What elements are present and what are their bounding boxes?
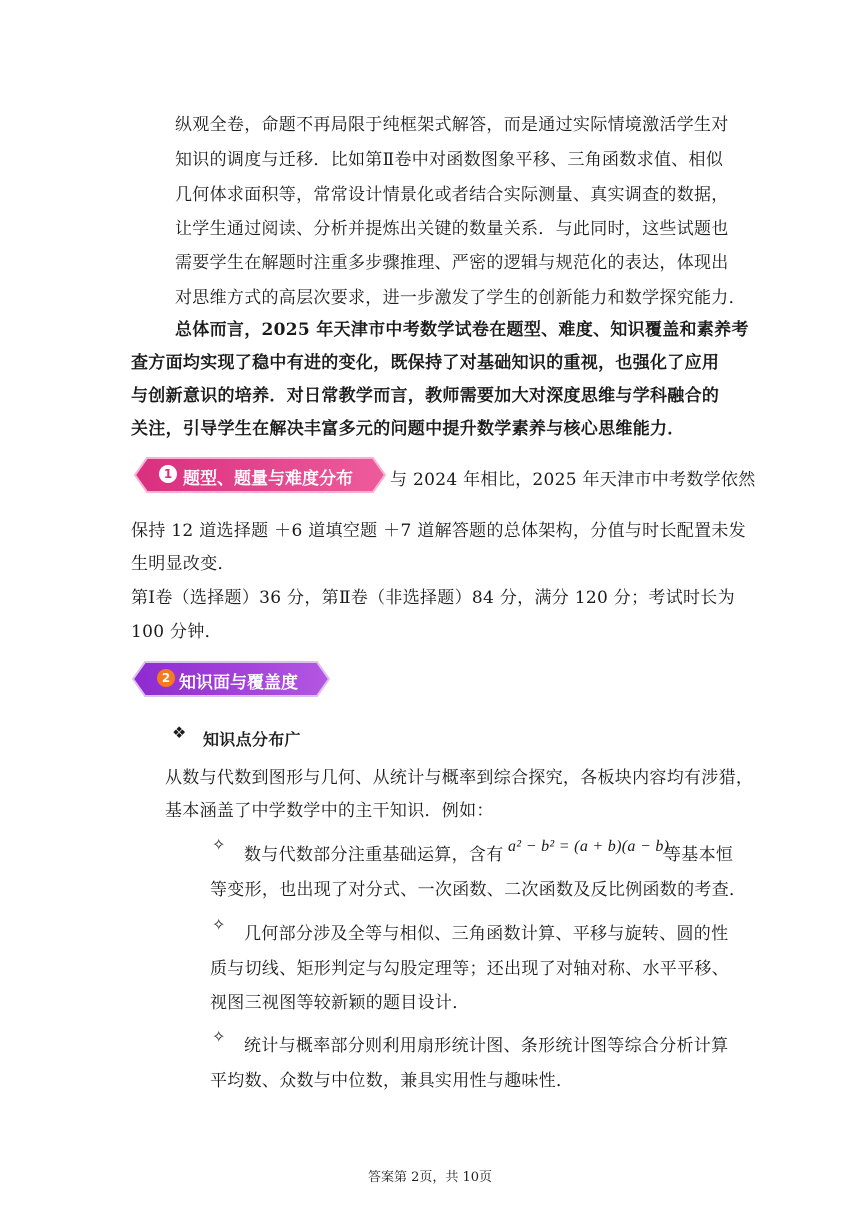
paragraph-line: 纵观全卷，命题不再局限于纯框架式解答，而是通过实际情境激活学生对 bbox=[175, 115, 729, 135]
paragraph-line: 对思维方式的高层次要求，进一步激发了学生的创新能力和数学探究能力． bbox=[175, 288, 746, 308]
item-1-text-after: 等基本恒 bbox=[664, 845, 734, 865]
section-1-line: 保持 12 道选择题 ＋6 道填空题 ＋7 道解答题的总体架构，分值与时长配置未发 bbox=[131, 521, 746, 541]
item-1-line-2: 等变形，也出现了对分式、一次函数、二次函数及反比例函数的考查． bbox=[210, 880, 747, 900]
four-point-star-icon: ✧ bbox=[212, 915, 226, 934]
paragraph-line: 让学生通过阅读、分析并提炼出关键的数量关系．与此同时，这些试题也 bbox=[175, 219, 729, 239]
item-2-line-2: 质与切线、矩形判定与勾股定理等；还出现了对轴对称、水平平移、 bbox=[210, 959, 729, 979]
paragraph-line: 知识的调度与迁移．比如第Ⅱ卷中对函数图象平移、三角函数求值、相似 bbox=[175, 150, 724, 170]
paragraph-line: 几何体求面积等，常常设计情景化或者结合实际测量、真实调查的数据， bbox=[175, 185, 729, 205]
intro-line: 从数与代数到图形与几何、从统计与概率到综合探究，各板块内容均有涉猎， bbox=[165, 768, 754, 788]
paragraph-line: 需要学生在解题时注重多步骤推理、严密的逻辑与规范化的表达，体现出 bbox=[175, 253, 729, 273]
item-2-line-3: 视图三视图等较新颖的题目设计． bbox=[210, 993, 470, 1013]
paragraph-line: 总体而言，2025 年天津市中考数学试卷在题型、难度、知识覆盖和素养考 bbox=[175, 320, 749, 340]
section-1-line: 第Ⅰ卷（选择题）36 分，第Ⅱ卷（非选择题）84 分，满分 120 分；考试时长为 bbox=[131, 588, 735, 608]
paragraph-line: 查方面均实现了稳中有进的变化，既保持了对基础知识的重视，也强化了应用 bbox=[131, 353, 720, 373]
paragraph-line: 与创新意识的培养．对日常教学而言，教师需要加大对深度思维与学科融合的 bbox=[131, 386, 720, 406]
subsection-title: 知识点分布广 bbox=[203, 730, 301, 749]
section-1-line: 100 分钟． bbox=[131, 622, 222, 642]
diamond-four-icon: ❖ bbox=[172, 723, 187, 742]
four-point-star-icon: ✧ bbox=[212, 835, 226, 854]
paragraph-line: 关注，引导学生在解决丰富多元的问题中提升数学素养与核心思维能力． bbox=[131, 419, 685, 439]
item-2-line-1: 几何部分涉及全等与相似、三角函数计算、平移与旋转、圆的性 bbox=[244, 924, 729, 944]
page-footer: 答案第 2页，共 10页 bbox=[367, 1170, 493, 1185]
section-2-number: 2 bbox=[157, 669, 175, 687]
section-2-banner bbox=[131, 660, 331, 698]
four-point-star-icon: ✧ bbox=[212, 1027, 226, 1046]
section-1-number: 1 bbox=[159, 465, 177, 483]
intro-line: 基本涵盖了中学数学中的主干知识．例如： bbox=[165, 801, 494, 821]
section-1-line: 生明显改变． bbox=[131, 554, 235, 574]
item-1-formula: a² − b² = (a + b)(a − b) bbox=[508, 838, 670, 855]
item-1-text-before: 数与代数部分注重基础运算，含有 bbox=[244, 845, 504, 865]
item-3-line-1: 统计与概率部分则利用扇形统计图、条形统计图等综合分析计算 bbox=[244, 1036, 729, 1056]
section-1-banner bbox=[133, 456, 387, 494]
section-1-title: 题型、题量与难度分布 bbox=[183, 469, 353, 489]
item-3-line-2: 平均数、众数与中位数，兼具实用性与趣味性． bbox=[210, 1071, 574, 1091]
section-1-inline-text: 与 2024 年相比，2025 年天津市中考数学依然 bbox=[390, 470, 756, 490]
section-2-title: 知识面与覆盖度 bbox=[179, 673, 298, 693]
